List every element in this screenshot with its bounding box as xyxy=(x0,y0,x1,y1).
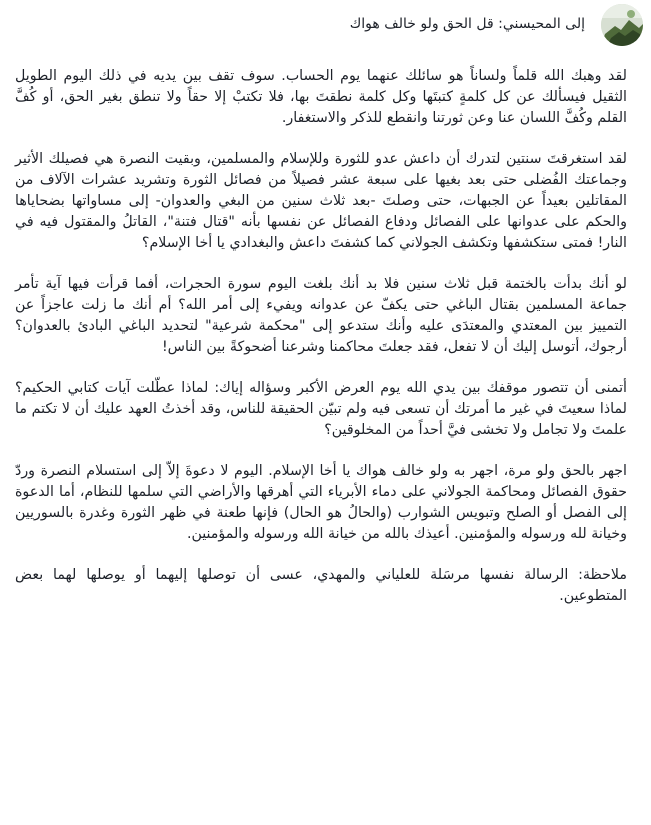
paragraph-2: لقد استغرقتَ سنتين لتدرك أن داعش عدو للثورة وللإسلام والمسلمين، وبقيت النصرة هي فصيلك الأثير وجماعتك الفُضلى حتى بعد بغيها على سبعة عشر فصيلاً من فصائل الثورة وتشريد عشرات الآلاف من المقاتلين بعيداً عن الجبهات، حتى وصلتَ -بعد ثلاث سنين من البغي والعدوان- إلى مساواتها بضحاياها والحكم على عدوانها على الفصائل ودفاع الفصائل عن نفسها بأنه "قتال فتنة"، القاتلُ والمقتول فيه في النار! فمتى ستكشفها وتكشف الجولاني كما كشفتَ داعش والبغدادي يا أخا الإسلام؟ xyxy=(15,151,627,251)
paragraph-3: لو أنك بدأت بالختمة قبل ثلاث سنين فلا بد أنك بلغت اليوم سورة الحجرات، أفما قرأت فيها آية تأمر جماعة المسلمين بقتال الباغي حتى يكفّ عن عدوانه ويفيء إلى أمر الله؟ أم أنك ما زلت عاجزاً عن التمييز بين المعتدي والمعتدَى عليه وأنك ستدعو إلى "محكمة شرعية" لتحديد الباغي البادئ بالعدوان؟ أرجوك، أتوسل إليك أن لا تفعل، فقد جعلتَ محاكمنا وشرعنا أضحوكةً بين الناس! xyxy=(15,276,627,355)
paragraph-1: لقد وهبك الله قلماً ولساناً هو سائلك عنهما يوم الحساب. سوف تقف بين يديه في ذلك اليوم الطويل الثقيل فيسألك عن كل كلمةٍ كتبتَها وكل كلمة نطقتَ بها، فلا تكتبْ إلا حقاً ولا تنطق بغير الحق، أو كُفَّ القلم وكُفَّ اللسان عنا وعن ثورتنا وانقطع للذكر والاستغفار. xyxy=(15,68,627,126)
paragraph-5: اجهر بالحق ولو مرة، اجهر به ولو خالف هواك يا أخا الإسلام. اليوم لا دعوةَ إلاّ إلى استسلام النصرة وردّ حقوق الفصائل ومحاكمة الجولاني على دماء الأبرياء التي أهرقها والأراضي التي سلمها للنظام، أما الدعوة إلى الفصل أو الصلح وتبويس الشوارب (والحالُ هو الحال) فإنها طعنة في ظهر الثورة وغدرة بالسوريين وخيانة لله ورسوله والمؤمنين. أعيذك بالله من خيانة الله ورسوله والمؤمنين. xyxy=(15,463,627,542)
paragraph-6: ملاحظة: الرسالة نفسها مرسَلة للعلياني والمهدي، عسى أن توصلها إليهما أو يوصلها لهما بعض المتطوعين. xyxy=(15,567,627,604)
avatar-image xyxy=(601,4,643,46)
post-title: إلى المحيسني: قل الحق ولو خالف هواك xyxy=(349,16,585,32)
profile-photo-icon[interactable] xyxy=(601,4,643,46)
paragraph-4: أتمنى أن تتصور موقفك بين يدي الله يوم العرض الأكبر وسؤاله إياك: لماذا عطّلت آيات كتابي الحكيم؟ لماذا سعيتَ في غير ما أمرتك أن تسعى فيه ولم تبيّن الحقيقة للناس، وقد أخذتُ العهد عليك أن لا تكتم ما علمتَ ولا تجامل ولا تخشى فيَّ أحداً من المخلوقين؟ xyxy=(15,380,627,438)
post-body xyxy=(15,66,627,607)
